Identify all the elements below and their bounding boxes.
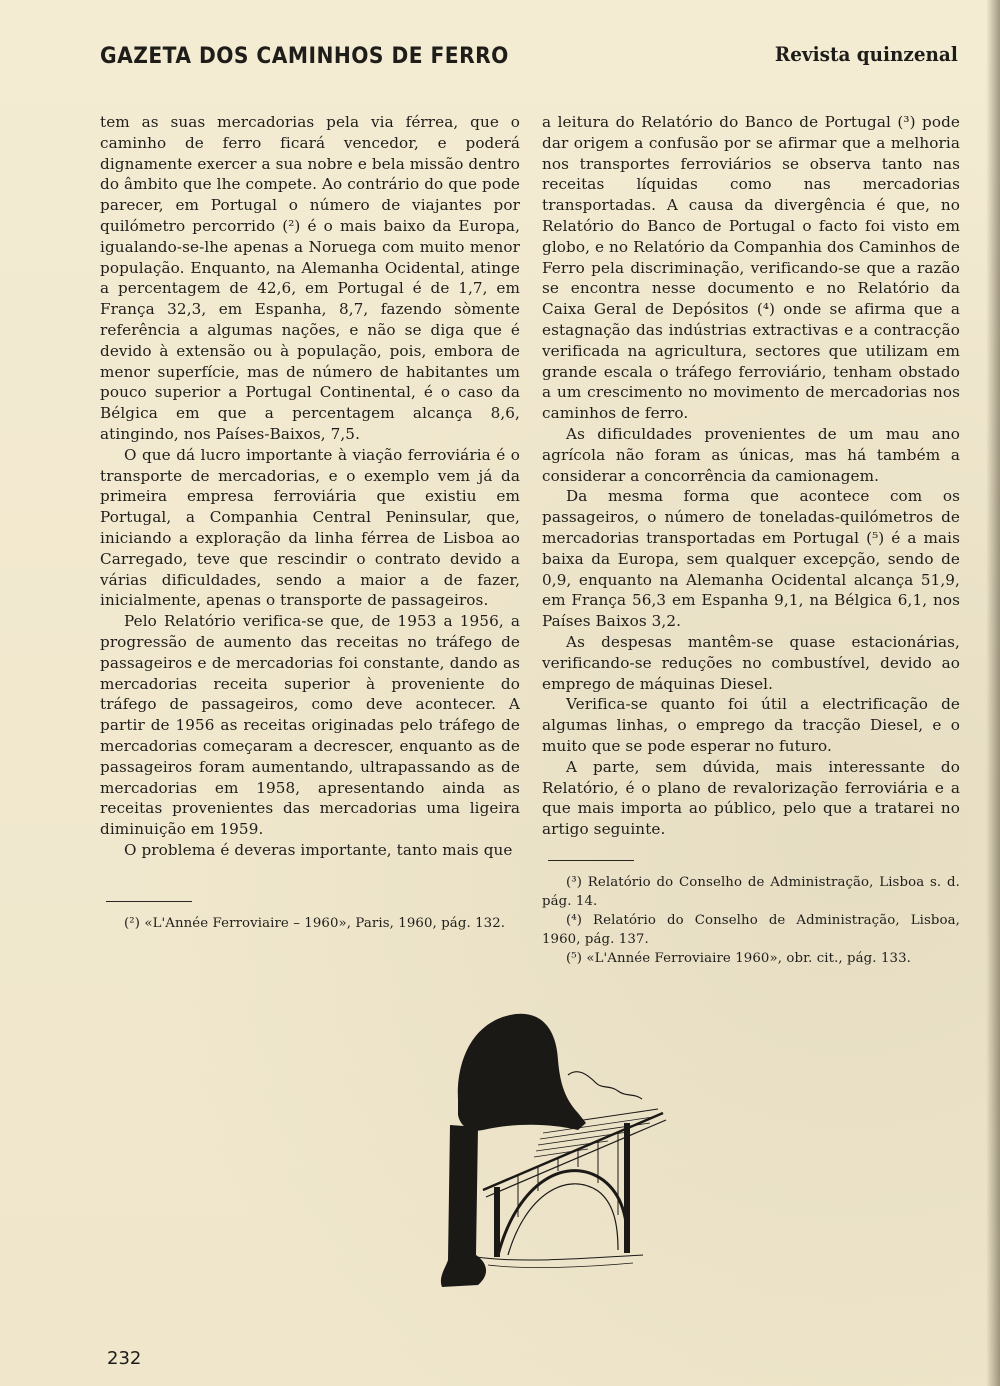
left-column bbox=[100, 112, 520, 933]
paragraph: a leitura do Relatório do Banco de Portugal (³) pode dar origem a confusão por se afirmar que a melhoria nos transportes ferroviários se observa tanto nas receitas líquidas como nas mercadorias transportadas. A causa da divergência é que, no Relatório do Banco de Portugal o facto foi visto em globo, e no Relatório da Companhia dos Caminhos de Ferro pela discriminação, verificando-se que a razão se encontra nesse documento e no Relatório da Caixa Geral de Depósitos (⁴) onde se afirma que a estagnação das indústrias extractivas e a contracção verificada na agricultura, sectores que utilizam em grande escala o tráfego ferroviário, tenham obstado a um crescimento no movimento de mercadorias nos caminhos de ferro. bbox=[542, 113, 960, 423]
hill-line bbox=[568, 1072, 642, 1099]
bridge-illustration bbox=[428, 1005, 678, 1290]
footnote: (²) «L'Année Ferroviaire – 1960», Paris, 1960, pág. 132. bbox=[124, 915, 506, 931]
bridge-arch-inner bbox=[508, 1184, 618, 1255]
paragraph: As despesas mantêm-se quase estacionárias, verificando-se reduções no combustível, devido ao emprego de máquinas Diesel. bbox=[542, 632, 960, 693]
paragraph: As dificuldades provenientes de um mau ano agrícola não foram as únicas, mas há também a considerar a concorrência da camionagem. bbox=[542, 424, 960, 485]
footnote-divider bbox=[106, 901, 192, 902]
dark-pillar bbox=[441, 1125, 486, 1287]
paragraph: Verifica-se quanto foi útil a electrificação de algumas linhas, o emprego da tracção Diesel, e o muito que se pode esperar no futuro. bbox=[542, 695, 960, 755]
magazine-subtitle: Revista quinzenal bbox=[775, 42, 958, 66]
magazine-title: GAZETA DOS CAMINHOS DE FERRO bbox=[100, 44, 509, 69]
bell-shape bbox=[458, 1014, 586, 1131]
footnote-divider bbox=[548, 860, 634, 861]
footnote: (⁵) «L'Année Ferroviaire 1960», obr. cit., pág. 133. bbox=[566, 950, 911, 966]
bridge-pylon bbox=[624, 1123, 630, 1253]
paragraph: tem as suas mercadorias pela via férrea, que o caminho de ferro ficará vencedor, e poderá dignamente exercer a sua nobre e bela missão dentro do âmbito que lhe compete. Ao contrário do que pode parecer, em Portugal o número de viajantes por quilómetro percorrido (²) é o mais baixo da Europa, igualando-se-lhe apenas a Noruega com muito menor população. Enquanto, na Alemanha Ocidental, atinge a percentagem de 42,6, em Portugal é de 1,7, em França 32,3, em Espanha, 8,7, fazendo sòmente referência a algumas nações, e não se diga que é devido à extensão ou à população, pois, embora de menor superfície, mas de número de habitantes um pouco superior a Portugal Continental, é o caso da Bélgica em que a percentagem alcança 8,6, atingindo, nos Países-Baixos, 7,5. bbox=[100, 113, 520, 443]
ground-line bbox=[476, 1255, 643, 1260]
bridge-pylon bbox=[494, 1187, 500, 1257]
right-column bbox=[542, 112, 960, 968]
paragraph: O que dá lucro importante à viação ferroviária é o transporte de mercadorias, e o exemplo vem já da primeira empresa ferroviária que existiu em Portugal, a Companhia Central Peninsular, que, iniciando a exploração da linha férrea de Lisboa ao Carregado, teve que rescindir o contrato devido a várias dificuldades, sendo a maior a de fazer, inicialmente, apenas o transporte de passageiros. bbox=[100, 445, 520, 610]
paragraph: O problema é deveras importante, tanto mais que bbox=[124, 840, 513, 859]
paragraph: Pelo Relatório verifica-se que, de 1953 a 1956, a progressão de aumento das receitas no tráfego de passageiros e de mercadorias foi constante, dando as mercadorias receita superior à proveniente do tráfego de passageiros, como deve acontecer. A partir de 1956 as receitas originadas pelo tráfego de mercadorias começaram a decrescer, enquanto as de passageiros foram aumentando, ultrapassando as de mercadorias em 1958, apresentando ainda as receitas provenientes das mercadorias uma ligeira diminuição em 1959. bbox=[100, 612, 520, 839]
page-number: 232 bbox=[107, 1348, 142, 1369]
ground-line bbox=[488, 1263, 633, 1268]
paragraph: A parte, sem dúvida, mais interessante do Relatório, é o plano de revalorização ferroviária e a que mais importa ao público, pelo que a tratarei no artigo seguinte. bbox=[542, 757, 960, 839]
page-shadow bbox=[986, 0, 1000, 1386]
bridge-struts bbox=[518, 1133, 618, 1217]
footnote: (³) Relatório do Conselho de Administração, Lisboa s. d. pág. 14. bbox=[542, 874, 960, 909]
bridge-deck-lower bbox=[486, 1120, 666, 1197]
paragraph: Da mesma forma que acontece com os passageiros, o número de toneladas-quilómetros de mercadorias transportadas em Portugal (⁵) é a mais baixa da Europa, sem qualquer excepção, sendo de 0,9, enquanto na Alemanha Ocidental alcança 51,9, em França 56,3 em Espanha 9,1, na Bélgica 6,1, nos Países Baixos 3,2. bbox=[542, 487, 960, 631]
footnote: (⁴) Relatório do Conselho de Administração, Lisboa, 1960, pág. 137. bbox=[542, 912, 960, 947]
